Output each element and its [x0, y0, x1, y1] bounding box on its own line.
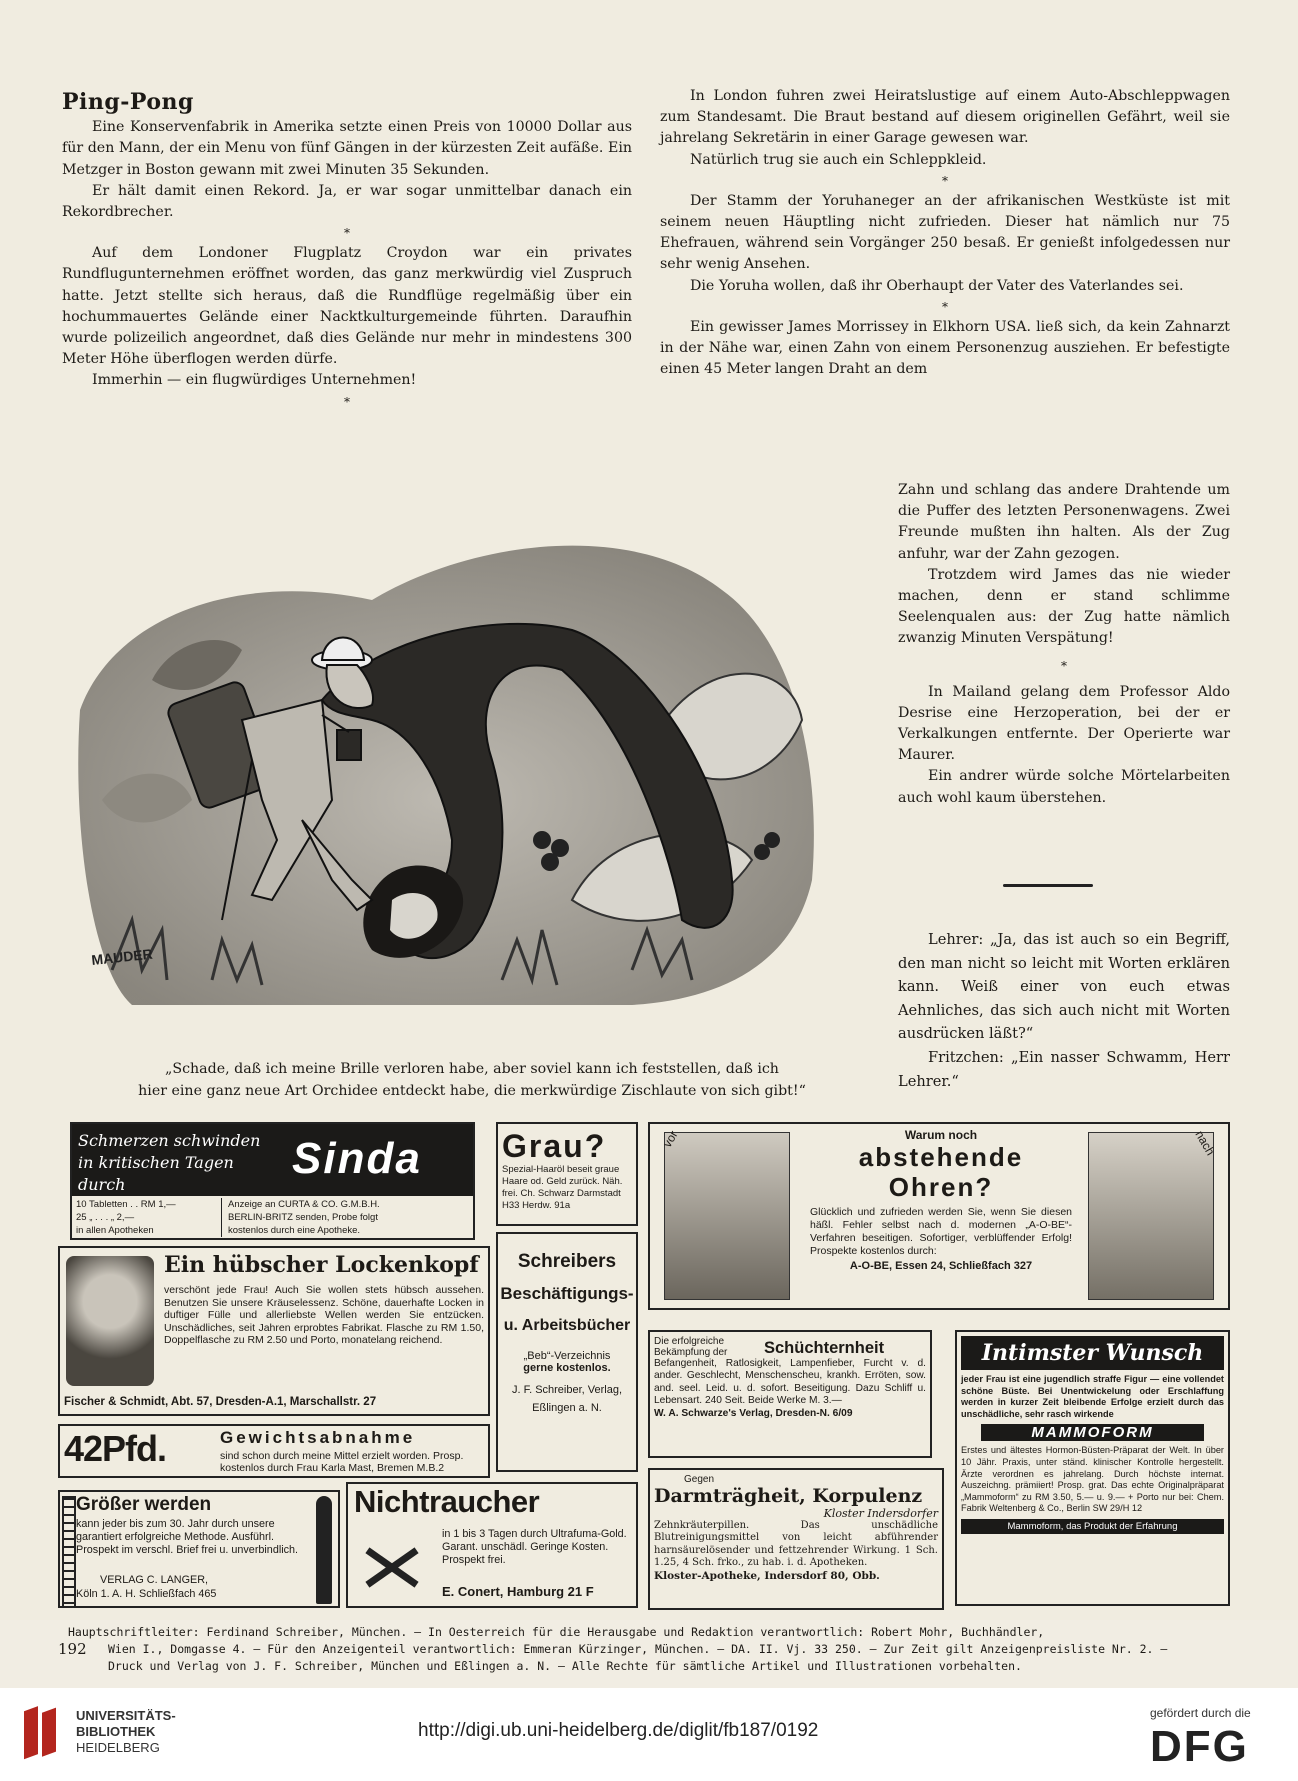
separator-star: * [344, 394, 350, 409]
lockenkopf-headline: Ein hübscher Lockenkopf [164, 1252, 479, 1278]
lockenkopf-address: Fischer & Schmidt, Abt. 57, Dresden-A.1, Marschallstr. 27 [64, 1396, 377, 1408]
schreiber-text-4: Eßlingen a. N. [532, 1402, 602, 1414]
sinda-contact-2: BERLIN-BRITZ senden, Probe folgt [228, 1212, 378, 1223]
caption-line-2: hier eine ganz neue Art Orchidee entdeckt habe, die merkwürdige Zischlaute von sich gibt!“ [138, 1083, 806, 1099]
schreiber-text-1: „Beb“-Verzeichnis [523, 1350, 611, 1362]
ad-sinda [70, 1122, 475, 1240]
paragraph: Eine Konservenfabrik in Amerika setzte einen Preis von 10000 Dollar aus für den Mann, der ein Menu von fünf Gängen in der kürzesten Zeit aufäße. Ein Metzger in Boston gewann mit zwei Minuten 35 Sekunden. [62, 119, 632, 178]
ad-ohren [648, 1122, 1230, 1310]
darm-text: Zehnkräuterpillen. Das unschädliche Blutreinigungsmittel von leicht abführender harnsäurelösender und fettzehrender Wirkung. 1 Sch. 1.25, 4 Sch. frko., zu hab. i. d. Apotheken. [654, 1520, 938, 1569]
intim-text-2: Erstes und ältestes Hormon-Büsten-Präparat der Welt. In über 10 Jähr. Praxis, unter ständ. klinischer Kontrolle hergestellt. Ärzte verordnen es jahrelang. Durch höchste internat. Auszeichng. prämiiert! Prosp. grat. Das echte Originalpräparat „Mammoform“ zu RM 3.50, 5.— u. 9.— + Porto nur bei: Chem. Fabrik Weltenberg & Co., Berlin SW 29/H 12 [961, 1445, 1224, 1514]
imprint [58, 1624, 1238, 1675]
nichtraucher-text: in 1 bis 3 Tagen durch Ultrafuma-Gold. Garant. unschädl. Geringe Kosten. Prospekt frei. [442, 1528, 627, 1566]
artist-signature: MAUDER [90, 945, 154, 968]
ohren-address: A-O-BE, Essen 24, Schließfach 327 [849, 1260, 1033, 1272]
label-nach: nach [1192, 1128, 1218, 1158]
ad-grau [496, 1122, 638, 1226]
imprint-line-3: Druck und Verlag von J. F. Schreiber, München und Eßlingen a. N. — Alle Rechte für sämtliche Artikel und Illustrationen vorbehalten. [108, 1659, 1022, 1673]
sinda-contact-3: kostenlos durch eine Apotheke. [228, 1225, 361, 1236]
dfg-logo: DFG [1150, 1722, 1249, 1771]
right-column-narrow [898, 480, 1230, 809]
schuechtern-text: Befangenheit, Ratlosigkeit, Lampenfieber, Furcht v. d. ander. Geschlecht, Menschenscheu, krankh. Erröten, sow. and. seel. Leid. u. d. sofort. Beseitigung. Dazu Schliff u. Lebensart. 240 Seit. Beide Werke M. 3.— [654, 1358, 926, 1407]
cigarettes-icon [362, 1538, 422, 1598]
intim-headline: Intimster Wunsch [961, 1336, 1224, 1370]
paragraph: Lehrer: „Ja, das ist auch so ein Begriff, den man nicht so leicht mit Worten erklären kann. Weiß einer von euch etwas Aehnliches, das sich auch nicht mit Worten ausdrücken läßt?“ [898, 931, 1230, 1043]
university-logo-icon [22, 1706, 70, 1766]
silhouette-icon [316, 1496, 332, 1604]
sinda-price-1: 10 Tabletten . . RM 1,— [76, 1199, 176, 1210]
darm-address: Kloster-Apotheke, Indersdorf 80, Obb. [654, 1569, 880, 1582]
imprint-line-1: Hauptschriftleiter: Ferdinand Schreiber, München. — In Oesterreich für die Herausgabe und Redaktion verantwortlich: Robert Mohr, Buchhändler, [68, 1625, 1045, 1639]
ohren-text: Glücklich und zufrieden werden Sie, wenn Sie diesen häßl. Fehler selbst nach d. modernen „A-O-BE“-Verfahren beseitigen. Sofortiger, verblüffender Erfolg! Prospekte kostenlos durch: [810, 1206, 1072, 1257]
paragraph: Trotzdem wird James das nie wieder machen, denn er stand schlimme Seelenqualen aus: der Zug hatte nämlich zwanzig Minuten Verspätung! [898, 566, 1230, 647]
paragraph: Zahn und schlang das andere Drahtende um die Puffer des letzten Personenwagens. Zwei Freunde mußten ihn halten. Als der Zug anfuhr, war der Zahn gezogen. [898, 482, 1230, 562]
nichtraucher-headline: Nichtraucher [354, 1484, 540, 1519]
ad-schreiber [496, 1232, 638, 1472]
uni-line-3: HEIDELBERG [76, 1740, 160, 1755]
ruler-icon [62, 1496, 76, 1608]
intim-footer: Mammoform, das Produkt der Erfahrung [961, 1519, 1224, 1534]
ohren-word1: abstehende [858, 1142, 1024, 1172]
schreiber-line-1: Schreibers [517, 1251, 617, 1272]
separator-star: * [1061, 658, 1067, 673]
paragraph: Ein andrer würde solche Mörtelarbeiten auch wohl kaum überstehen. [898, 768, 1230, 806]
separator-star: * [942, 173, 948, 188]
paragraph: Immerhin — ein flugwürdiges Unternehmen! [92, 372, 417, 389]
paragraph: In Mailand gelang dem Professor Aldo Desrise eine Herzoperation, bei der er Verkalkungen entfernte. Der Operierte war Maurer. [898, 683, 1230, 764]
darm-pre: Gegen [684, 1474, 715, 1485]
ohren-top: Warum noch [904, 1128, 978, 1142]
darm-headline: Darmträgheit, Korpulenz [654, 1485, 923, 1507]
separator-star: * [942, 299, 948, 314]
schreiber-line-2: Beschäftigungs- [500, 1284, 634, 1303]
grau-headline: Grau? [502, 1128, 607, 1164]
darm-sub: Kloster Indersdorfer [823, 1507, 938, 1520]
schuechtern-pre: Die erfolgreiche Bekämpfung der [654, 1336, 728, 1358]
divider-rule [1003, 884, 1093, 887]
gewicht-text: sind schon durch meine Mittel erzielt worden. Prosp. kostenlos durch Frau Karla Mast, Bremen M.B.2 [220, 1450, 464, 1474]
page-number: 192 [58, 1640, 87, 1658]
woman-portrait [66, 1256, 154, 1386]
imprint-line-2: Wien I., Domgasse 4. — Für den Anzeigenteil verantwortlich: Emmeran Kürzinger, München. — DA. II. Vj. 33 250. — Zur Zeit gilt Anzeigenpreisliste Nr. 2. — [108, 1642, 1168, 1656]
paragraph: Natürlich trug sie auch ein Schleppkleid. [690, 151, 987, 168]
left-column [62, 89, 632, 412]
paragraph: In London fuhren zwei Heiratslustige auf einem Auto-Abschleppwagen zum Standesamt. Die Braut bestand auf diesem originellen Gefährt, weil sie jahrelang Sekretärin in einer Garage gewesen war. [660, 88, 1230, 147]
university-name [76, 1708, 176, 1756]
sinda-headline: Schmerzen schwinden in kritischen Tagen durch [78, 1131, 261, 1194]
label-vor: vor [660, 1128, 681, 1150]
sinda-brand: Sinda [292, 1134, 422, 1183]
paragraph: Fritzchen: „Ein nasser Schwamm, Herr Lehrer.“ [898, 1048, 1230, 1090]
schuechtern-address: W. A. Schwarze's Verlag, Dresden-N. 6/09 [654, 1407, 853, 1419]
paragraph: Auf dem Londoner Flugplatz Croydon war ein privates Rundflugunternehmen eröffnet worden, das ganz merkwürdig viel Zuspruch hatte. Jetzt stellte sich heraus, daß die Rundflüge regelmäßig über ein hochummauertes Gelände einer Nacktkulturgemeinde führten. Daraufhin wurde polizeilich angeordnet, daß dies Gelände nur mehr in mindestens 300 Meter Höhe überflogen werden dürfe. [62, 245, 632, 368]
right-column-top [660, 86, 1230, 380]
caption-line-1: „Schade, daß ich meine Brille verloren habe, aber soviel kann ich feststellen, daß ich [165, 1061, 779, 1077]
groesser-text: kann jeder bis zum 30. Jahr durch unsere garantiert erfolgreiche Methode. Ausführl. Prospekt im verschl. Brief frei u. unverbindlich. [76, 1518, 299, 1556]
grau-text: Spezial-Haaröl beseit graue Haare od. Geld zurück. Näh. frei. Ch. Schwarz Darmstadt H33 Herdw. 91a [502, 1164, 623, 1211]
groesser-headline: Größer werden [76, 1494, 212, 1515]
ad-nichtraucher [346, 1482, 638, 1608]
paragraph: Er hält damit einen Rekord. Ja, er war sogar unmittelbar danach ein Rekordbrecher. [62, 182, 632, 221]
groesser-address-2: Köln 1. A. H. Schließfach 465 [76, 1588, 217, 1600]
ad-schuechternheit [648, 1330, 932, 1458]
sinda-contact-1: Anzeige an CURTA & CO. G.M.B.H. [228, 1199, 380, 1210]
ad-intimster-wunsch [955, 1330, 1230, 1606]
ohren-word2: Ohren? [888, 1172, 994, 1202]
schuechtern-headline: Schüchternheit [764, 1339, 885, 1357]
photo-after [1088, 1132, 1214, 1300]
sinda-avail: in allen Apotheken [76, 1225, 154, 1236]
separator-star: * [344, 226, 350, 241]
gewicht-big: 42Pfd. [64, 1428, 167, 1469]
sinda-price-2: 25 „ . . . „ 2,— [76, 1212, 135, 1223]
uni-line-2: BIBLIOTHEK [76, 1724, 156, 1739]
permalink-url[interactable]: http://digi.ub.uni-heidelberg.de/diglit/fb187/0192 [418, 1720, 819, 1741]
cartoon-illustration [72, 500, 842, 1010]
ad-gewicht [58, 1424, 490, 1478]
ad-lockenkopf [58, 1246, 490, 1416]
intim-text: jeder Frau ist eine jugendlich straffe Figur — eine vollendet schöne Büste. Bei Unentwickelung oder Erschlaffung werden in kurzer Zeit bleibende Erfolge erzielt durch das unschädliche, sehr rasch wirkende [961, 1374, 1224, 1419]
groesser-address-1: VERLAG C. LANGER, [100, 1574, 209, 1586]
schreiber-line-3: u. Arbeitsbücher [503, 1317, 631, 1334]
ad-groesser [58, 1490, 340, 1608]
lockenkopf-text: verschönt jede Frau! Auch Sie wollen stets hübsch aussehen. Benutzen Sie unsere Kräuselessenz. Schöne, dauerhafte Locken in duftiger Fülle und allerliebste Wellen werden Sie entzücken. Unschädliches, seit Jahren erprobtes Fabrikat. Flasche zu RM 1.50, Doppelflasche zu RM 2.50 und Porto, monatelang reichend. [164, 1284, 484, 1347]
ad-darmtraegheit [648, 1468, 944, 1610]
schreiber-text-2: gerne kostenlos. [523, 1362, 611, 1374]
intim-brand: MAMMOFORM [981, 1424, 1204, 1441]
paragraph: Die Yoruha wollen, daß ihr Oberhaupt der Vater des Vaterlandes sei. [690, 277, 1184, 294]
article-title: Ping-Pong [62, 89, 194, 115]
right-column-joke [898, 928, 1230, 1093]
schreiber-text-3: J. F. Schreiber, Verlag, [511, 1384, 623, 1396]
illustration-caption [72, 1058, 872, 1102]
paragraph: Ein gewisser James Morrissey in Elkhorn USA. ließ sich, da kein Zahnarzt in der Nähe war, einen Zahn von einem Personenzug ausziehen. Er befestigte einen 45 Meter langen Draht an dem [660, 318, 1230, 378]
viewer-banner [0, 1688, 1298, 1781]
photo-before [664, 1132, 790, 1300]
gewicht-headline: Gewichtsabnahme [220, 1428, 416, 1447]
paragraph: Der Stamm der Yoruhaneger an der afrikanischen Westküste ist mit seinem neuen Häuptling nicht zufrieden. Dieser hat nämlich nur 75 Ehefrauen, während sein Vorgänger 250 besaß. Er genießt infolgedessen nur sehr wenig Ansehen. [660, 192, 1230, 273]
uni-line-1: UNIVERSITÄTS- [76, 1708, 176, 1723]
funded-by-label: gefördert durch die [1150, 1706, 1251, 1720]
nichtraucher-address: E. Conert, Hamburg 21 F [442, 1584, 594, 1599]
